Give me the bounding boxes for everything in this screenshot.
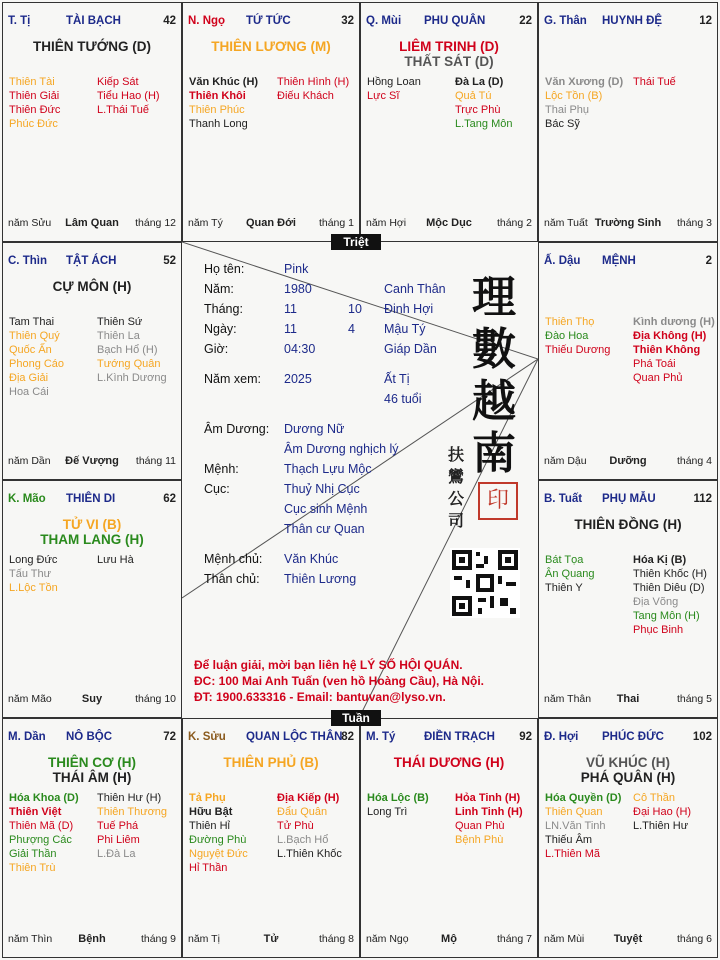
palace-name: TÀI BẠCH [66, 15, 121, 27]
minor-star: Hóa Quyền (D) [545, 792, 622, 804]
major-star: THÁI DƯƠNG (H) [393, 755, 505, 770]
minor-star: Địa Không (H) [633, 330, 707, 342]
palace-number: 12 [699, 15, 712, 27]
left-star-list [9, 553, 58, 595]
palace-cell[interactable] [2, 242, 182, 480]
minor-star: Thanh Long [189, 118, 248, 130]
minor-star: Đường Phù [189, 834, 247, 846]
qr-code-icon[interactable] [450, 548, 520, 618]
minor-star: Thiên Quan [545, 806, 603, 818]
palace-number: 72 [163, 731, 176, 743]
palace-number: 2 [705, 255, 712, 267]
major-star: THIÊN TƯỚNG (D) [33, 39, 151, 54]
palace-branch: Q. Mùi [366, 15, 402, 27]
minor-star: Thiếu Âm [545, 834, 593, 846]
major-star: THAM LANG (H) [40, 532, 144, 547]
palace-year: năm Mùi [544, 933, 585, 945]
palace-month: tháng 3 [676, 217, 712, 229]
right-star-list [633, 791, 691, 833]
triet-tag: Triệt [331, 234, 381, 250]
minor-star: Phi Liêm [97, 834, 140, 846]
palace-branch: Ấ. Dậu [544, 255, 581, 267]
cuc-value: Thuỷ Nhị Cục [284, 482, 360, 496]
major-star: THÁI ÂM (H) [52, 770, 132, 785]
calligraphy-char: 越 [472, 376, 516, 427]
minor-star: Thiên Phúc [189, 104, 245, 116]
minor-star: Quan Phù [455, 820, 505, 832]
palace-name: NÔ BỘC [66, 731, 112, 743]
minor-star: Linh Tinh (H) [455, 806, 523, 818]
side-calligraphy [448, 444, 464, 532]
minor-star: Hỏa Tinh (H) [455, 792, 521, 804]
palace-footer [188, 217, 354, 231]
palace-month: tháng 1 [318, 217, 354, 229]
palace-year: năm Dậu [544, 455, 587, 467]
minor-star: Thiên Hỉ [189, 820, 230, 832]
palace-name: THIÊN DI [66, 493, 116, 505]
left-star-list [545, 75, 623, 131]
palace-footer [544, 217, 712, 231]
day-lunar: 4 [348, 322, 355, 336]
palace-name: PHÚC ĐỨC [602, 731, 664, 743]
minor-star: L.Thiên Hư [633, 820, 689, 832]
minor-star: Thiên Hư (H) [97, 792, 162, 804]
minor-star: Hoa Cái [9, 386, 49, 398]
right-star-list [633, 315, 715, 385]
right-star-list [97, 791, 167, 861]
palace-footer [8, 933, 176, 947]
palace-month: tháng 4 [676, 455, 712, 467]
major-star: THIÊN CƠ (H) [47, 755, 136, 770]
palace-header [544, 493, 712, 509]
palace-year: năm Thân [544, 693, 592, 705]
minor-star: Đại Hao (H) [633, 806, 692, 818]
menhchu-label: Mệnh chủ: [204, 552, 263, 566]
palace-stage: Tuyệt [613, 933, 643, 945]
menh-value: Thạch Lựu Mộc [284, 462, 372, 476]
thanchu-label: Thân chủ: [204, 572, 260, 586]
palace-name: MỆNH [602, 255, 636, 267]
cuc-note1: Cục sinh Mệnh [284, 502, 368, 516]
amduong-value: Dương Nữ [284, 422, 345, 436]
calligraphy-char: 南 [472, 428, 516, 479]
palace-footer [366, 217, 532, 231]
left-star-list [545, 791, 621, 861]
palace-month: tháng 12 [135, 217, 176, 229]
palace-header [8, 493, 176, 509]
calligraphy-char: 數 [472, 324, 516, 375]
palace-branch: N. Ngọ [188, 15, 226, 27]
palace-footer [544, 455, 712, 469]
palace-stage: Tử [263, 933, 279, 945]
palace-cell[interactable] [538, 242, 718, 480]
view-year-label: Năm xem: [204, 372, 261, 386]
left-star-list [189, 75, 258, 131]
palace-number: 22 [519, 15, 532, 27]
palace-month: tháng 5 [676, 693, 712, 705]
palace-name: PHU QUÂN [424, 15, 486, 27]
view-year-value: 2025 [284, 372, 312, 386]
side-char: 扶 [448, 445, 465, 464]
minor-star: Hóa Kị (B) [633, 554, 687, 566]
minor-star: Nguyệt Đức [189, 848, 248, 860]
minor-star: L.Thiên Khốc [277, 848, 342, 860]
minor-star: Hữu Bật [189, 806, 233, 818]
palace-branch: G. Thân [544, 15, 587, 27]
minor-star: Thiên Thương [97, 806, 168, 818]
minor-star: Hỉ Thần [189, 862, 228, 874]
palace-number: 52 [163, 255, 176, 267]
minor-star: Bạch Hổ (H) [97, 344, 158, 356]
palace-branch: T. Tị [8, 15, 31, 27]
palace-year: năm Hợi [366, 217, 407, 229]
major-star: THIÊN PHỦ (B) [223, 755, 319, 770]
palace-month: tháng 9 [140, 933, 176, 945]
hour-value: 04:30 [284, 342, 316, 356]
day-value: 11 [284, 322, 297, 336]
palace-branch: C. Thìn [8, 255, 47, 267]
major-star: TỬ VI (B) [62, 517, 122, 532]
minor-star: Thiên Không [633, 344, 701, 356]
month-lunar: 10 [348, 302, 362, 316]
palace-year: năm Tuất [544, 217, 588, 229]
minor-star: Điếu Khách [277, 90, 334, 102]
hour-can: Giáp Dần [384, 342, 437, 356]
palace-header [8, 731, 176, 747]
minor-star: Bát Tọa [545, 554, 584, 566]
palace-stage: Lâm Quan [65, 217, 119, 229]
minor-star: Giải Thần [9, 848, 57, 860]
minor-star: Tang Môn (H) [633, 610, 700, 622]
hour-label: Giờ: [204, 342, 229, 356]
minor-star: Tuế Phá [97, 820, 139, 832]
minor-star: Thiên Giải [9, 90, 60, 102]
minor-star: Đà La (D) [455, 76, 504, 88]
palace-header [544, 731, 712, 747]
palace-name: ĐIỀN TRẠCH [424, 731, 495, 743]
minor-star: Lực Sĩ [367, 90, 400, 102]
minor-star: Tướng Quân [97, 358, 161, 370]
left-star-list [545, 553, 595, 595]
palace-stage: Dưỡng [609, 455, 647, 467]
palace-header [366, 731, 532, 747]
palace-header [8, 255, 176, 271]
year-value: 1980 [284, 282, 312, 296]
minor-star: Lưu Hà [97, 554, 134, 566]
palace-branch: M. Tý [366, 731, 396, 743]
palace-number: 92 [519, 731, 532, 743]
minor-star: Quả Tú [455, 90, 492, 102]
palace-cell[interactable] [2, 718, 182, 958]
palace-stage: Quan Đới [246, 217, 296, 229]
minor-star: Hóa Khoa (D) [9, 792, 79, 804]
month-value: 11 [284, 302, 297, 316]
palace-stage: Mộ [441, 933, 457, 945]
minor-star: Thiên Quý [9, 330, 60, 342]
palace-month: tháng 10 [135, 693, 176, 705]
palace-footer [8, 693, 176, 707]
palace-branch: B. Tuất [544, 493, 583, 505]
minor-star: Cô Thần [633, 792, 675, 804]
minor-star: Thiên Hình (H) [277, 76, 350, 88]
day-can: Mậu Tý [384, 322, 426, 336]
palace-stage: Thai [616, 693, 640, 705]
palace-branch: K. Mão [8, 493, 46, 505]
minor-star: Văn Khúc (H) [189, 76, 259, 88]
palace-cell[interactable] [538, 2, 718, 242]
right-star-list [455, 75, 512, 131]
minor-star: Long Trì [367, 806, 408, 818]
minor-star: Thiên Tài [9, 76, 55, 88]
left-star-list [9, 791, 79, 875]
minor-star: Bác Sỹ [545, 118, 580, 130]
minor-star: Thiên Đức [9, 104, 61, 116]
minor-star: Thiên Y [545, 582, 583, 594]
name-value: Pink [284, 262, 309, 276]
minor-star: L.Bạch Hổ [277, 834, 329, 846]
name-label: Họ tên: [204, 262, 245, 276]
palace-name: QUAN LỘC THÂN [246, 731, 343, 743]
tuan-tag: Tuần [331, 710, 381, 726]
year-label: Năm: [204, 282, 234, 296]
thanchu-value: Thiên Lương [284, 572, 357, 586]
amduong-label: Âm Dương: [204, 422, 270, 436]
palace-number: 102 [692, 731, 712, 743]
minor-star: L.Đà La [97, 848, 136, 860]
minor-star: L.Kình Dương [97, 372, 167, 384]
palace-year: năm Dần [8, 455, 51, 467]
palace-branch: K. Sửu [188, 731, 226, 743]
palace-stage: Đế Vượng [65, 455, 119, 467]
palace-footer [188, 933, 354, 947]
menhchu-value: Văn Khúc [284, 552, 339, 566]
palace-number: 112 [693, 493, 712, 505]
right-star-list [277, 75, 349, 103]
palace-year: năm Tý [188, 217, 223, 229]
palace-month: tháng 8 [318, 933, 354, 945]
right-star-list [633, 553, 707, 637]
minor-star: Kiếp Sát [97, 76, 139, 88]
major-star: LIÊM TRINH (D) [399, 39, 499, 54]
palace-cell[interactable] [538, 480, 718, 718]
minor-star: Thiên Sứ [97, 316, 143, 328]
palace-header [188, 15, 354, 31]
minor-star: Văn Xương (D) [545, 76, 624, 88]
minor-star: Thai Phụ [545, 104, 590, 116]
calligraphy-char: 理 [472, 272, 516, 323]
palace-number: 42 [163, 15, 176, 27]
palace-header [188, 731, 354, 747]
palace-branch: Đ. Hợi [544, 731, 579, 743]
palace-name: TỨ TỨC [246, 15, 291, 27]
major-star: THIÊN ĐỒNG (H) [574, 517, 682, 532]
palace-year: năm Mão [8, 693, 52, 705]
left-star-list [9, 315, 64, 399]
palace-header [366, 15, 532, 31]
palace-cell[interactable] [2, 480, 182, 718]
contact-phone-email[interactable]: ĐT: 1900.633316 - Email: bantuvan@lyso.vn. [194, 690, 446, 704]
minor-star: Đào Hoa [545, 330, 589, 342]
major-star: CỰ MÔN (H) [52, 279, 132, 294]
minor-star: Phục Binh [633, 624, 684, 636]
minor-star: Địa Giải [9, 372, 49, 384]
amduong-note: Âm Dương nghịch lý [284, 442, 399, 456]
major-star: THIÊN LƯƠNG (M) [211, 39, 331, 54]
minor-star: Ân Quang [545, 568, 595, 580]
palace-footer [544, 933, 712, 947]
minor-star: Tử Phù [277, 820, 314, 832]
minor-star: Lộc Tồn (B) [545, 90, 603, 102]
palace-name: HUYNH ĐỆ [602, 15, 663, 27]
left-star-list [545, 315, 610, 357]
left-star-list [367, 75, 421, 103]
minor-star: Phúc Đức [9, 118, 58, 130]
minor-star: Phá Toái [633, 358, 676, 370]
minor-star: Hồng Loan [367, 76, 421, 88]
palace-cell[interactable] [182, 2, 360, 242]
minor-star: Tam Thai [9, 316, 55, 328]
palace-month: tháng 11 [135, 455, 176, 467]
minor-star: Thiên Trù [9, 862, 56, 874]
palace-cell[interactable] [360, 2, 538, 242]
minor-star: Thiên Mã (D) [9, 820, 74, 832]
center-info-panel [182, 242, 538, 716]
minor-star: Kình dương (H) [633, 316, 715, 328]
palace-stage: Mộc Dục [426, 217, 472, 229]
palace-branch: M. Dần [8, 731, 46, 743]
minor-star: Đẩu Quân [277, 806, 328, 818]
palace-month: tháng 7 [496, 933, 532, 945]
palace-cell[interactable] [2, 2, 182, 242]
palace-footer [8, 455, 176, 469]
minor-star: Thiên Khôi [189, 90, 246, 102]
right-star-list [97, 553, 134, 567]
minor-star: Trực Phù [455, 104, 501, 116]
palace-month: tháng 6 [676, 933, 712, 945]
palace-year: năm Ngọ [366, 933, 409, 945]
age-value: 46 tuổi [384, 392, 422, 406]
minor-star: Địa Võng [633, 596, 679, 608]
palace-stage: Suy [81, 693, 103, 705]
right-star-list [633, 75, 676, 89]
contact-address: ĐC: 100 Mai Anh Tuấn (ven hồ Hoàng Cầu), Hà Nội. [194, 674, 485, 688]
palace-cell[interactable] [538, 718, 718, 958]
minor-star: Thiên Khốc (H) [633, 568, 707, 580]
minor-star: Long Đức [9, 554, 58, 566]
minor-star: Phong Cáo [9, 358, 65, 370]
cuc-note2: Thân cư Quan [284, 522, 365, 536]
minor-star: Tấu Thư [9, 568, 52, 580]
palace-year: năm Thìn [8, 933, 53, 945]
palace-header [544, 255, 712, 271]
palace-year: năm Sửu [8, 217, 52, 229]
palace-year: năm Tị [188, 933, 220, 945]
palace-number: 82 [341, 731, 354, 743]
menh-label: Mệnh: [204, 462, 239, 476]
right-star-list [455, 791, 523, 847]
minor-star: Tiểu Hao (H) [97, 90, 160, 102]
left-star-list [189, 791, 248, 875]
palace-stage: Trường Sinh [594, 217, 662, 229]
minor-star: LN.Văn Tinh [545, 820, 606, 832]
contact-line1: Để luận giải, mời bạn liên hệ LÝ SỐ HỘI QUÁN. [194, 658, 463, 672]
palace-number: 32 [341, 15, 354, 27]
minor-star: L.Thiên Mã [545, 848, 601, 860]
minor-star: Địa Kiếp (H) [277, 792, 340, 804]
palace-footer [8, 217, 176, 231]
minor-star: Thiên La [97, 330, 140, 342]
palace-name: PHỤ MẪU [602, 493, 656, 505]
palace-month: tháng 2 [496, 217, 532, 229]
major-star: THẤT SÁT (D) [404, 54, 494, 69]
minor-star: Quan Phủ [633, 372, 683, 384]
palace-cell[interactable] [360, 718, 538, 958]
month-label: Tháng: [204, 302, 243, 316]
left-star-list [367, 791, 429, 819]
palace-footer [366, 933, 532, 947]
palace-header [544, 15, 712, 31]
minor-star: Bệnh Phù [455, 834, 504, 846]
minor-star: Thiên Thọ [545, 316, 595, 328]
minor-star: Thiếu Dương [545, 344, 611, 356]
minor-star: Phượng Các [9, 834, 72, 846]
minor-star: Tả Phụ [189, 792, 226, 804]
month-can: Đinh Hợi [384, 302, 434, 316]
right-star-list [97, 315, 167, 385]
minor-star: Quốc Ấn [9, 344, 52, 356]
calligraphy-logo [472, 272, 516, 480]
palace-number: 62 [163, 493, 176, 505]
palace-cell[interactable] [182, 718, 360, 958]
palace-name: TẬT ÁCH [66, 255, 117, 267]
minor-star: L.Thái Tuế [97, 104, 149, 116]
right-star-list [97, 75, 160, 117]
cuc-label: Cục: [204, 482, 230, 496]
right-star-list [277, 791, 342, 861]
minor-star: Thiên Việt [9, 806, 62, 818]
red-seal-stamp: 印 [478, 482, 518, 520]
side-char: 公 [448, 489, 465, 508]
year-can: Canh Thân [384, 282, 446, 296]
major-star: PHÁ QUÂN (H) [580, 770, 676, 785]
view-year-can: Ất Tị [384, 372, 410, 386]
minor-star: Hóa Lộc (B) [367, 792, 429, 804]
palace-footer [544, 693, 712, 707]
major-star: VŨ KHÚC (H) [586, 755, 670, 770]
left-star-list [9, 75, 60, 131]
palace-header [8, 15, 176, 31]
minor-star: L.Lộc Tồn [9, 582, 58, 594]
minor-star: Thái Tuế [633, 76, 676, 88]
day-label: Ngày: [204, 322, 237, 336]
side-char: 司 [448, 511, 465, 530]
palace-stage: Bệnh [78, 933, 106, 945]
minor-star: L.Tang Môn [455, 118, 513, 130]
side-char: 鸞 [448, 467, 465, 486]
minor-star: Thiên Diêu (D) [633, 582, 705, 594]
